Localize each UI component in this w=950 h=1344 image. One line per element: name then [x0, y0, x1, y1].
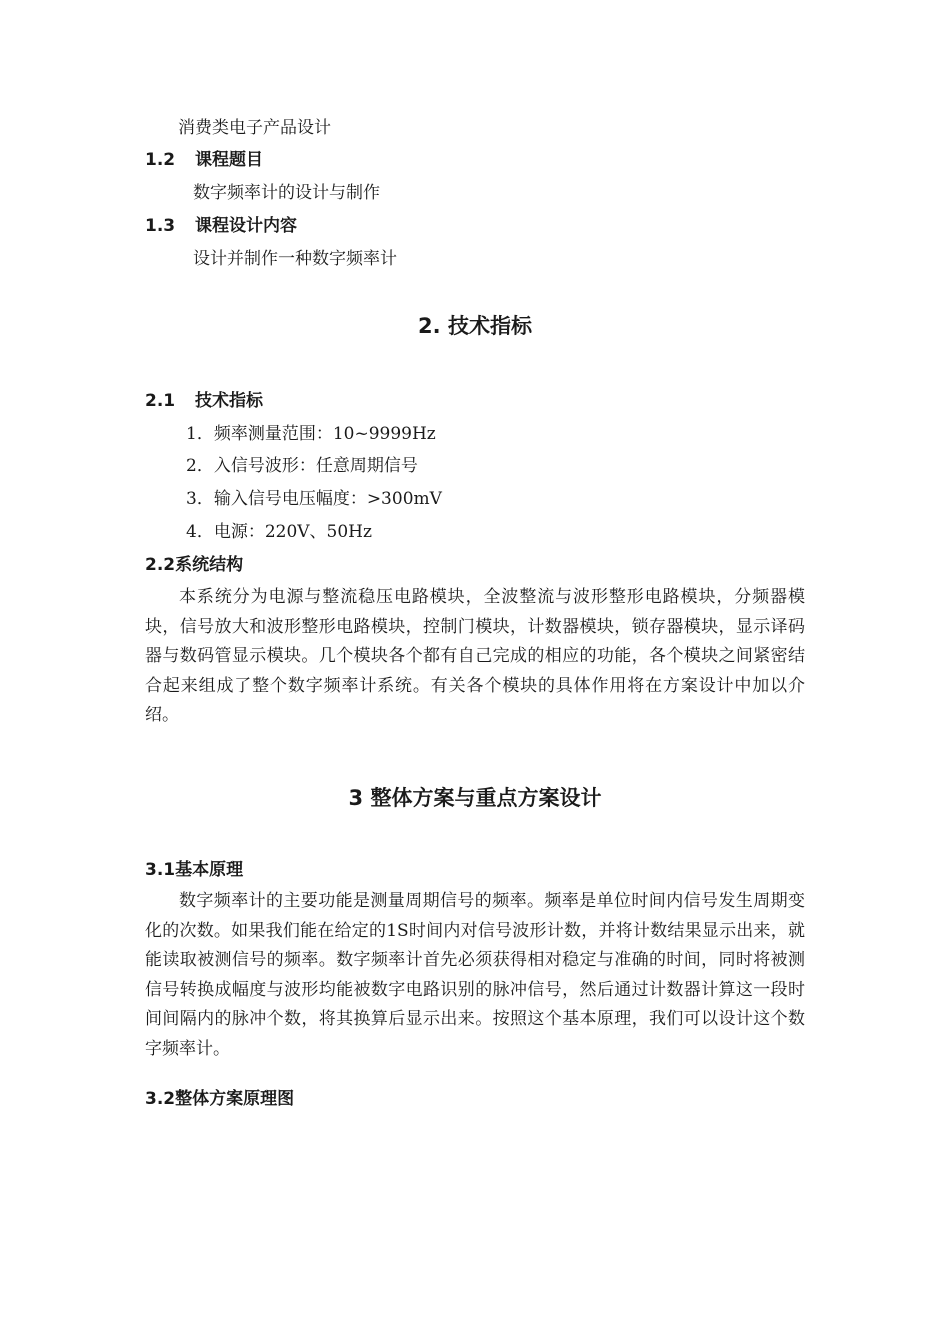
spec-item: 3．输入信号电压幅度：>300mV	[186, 489, 442, 509]
section-number: 1.2	[145, 150, 176, 170]
course-topic-text: 数字频率计的设计与制作	[193, 183, 380, 203]
section-number: 1.3	[145, 216, 176, 236]
section-title: 课程设计内容	[195, 216, 297, 236]
course-type-text: 消费类电子产品设计	[178, 118, 331, 138]
section-heading-3-1: 3.1基本原理	[145, 860, 244, 880]
section-heading-2-2: 2.2系统结构	[145, 555, 244, 575]
section-heading-1-3	[145, 215, 297, 237]
course-content-text: 设计并制作一种数字频率计	[193, 249, 397, 269]
chapter-heading-3: 3 整体方案与重点方案设计	[348, 786, 602, 810]
spec-item: 2．入信号波形：任意周期信号	[186, 456, 418, 476]
chapter-heading-2: 2. 技术指标	[418, 314, 532, 338]
section-heading-3-2: 3.2整体方案原理图	[145, 1089, 295, 1109]
section-title: 课程题目	[195, 150, 263, 170]
section-number: 2.1	[145, 391, 176, 411]
section-title: 技术指标	[195, 391, 263, 411]
paragraph-system-structure: 本系统分为电源与整流稳压电路模块，全波整流与波形整形电路模块，分频器模块，信号放大和波形整形电路模块，控制门模块，计数器模块，锁存器模块，显示译码器与数码管显示模块。几个模块各个都有自己完成的相应的功能，各个模块之间紧密结合起来组成了整个数字频率计系统。有关各个模块的具体作用将在方案设计中加以介绍。	[145, 587, 805, 725]
paragraph-basic-principle: 数字频率计的主要功能是测量周期信号的频率。频率是单位时间内信号发生周期变化的次数。如果我们能在给定的1S时间内对信号波形计数，并将计数结果显示出来，就能读取被测信号的频率。数字频率计首先必须获得相对稳定与准确的时间，同时将被测信号转换成幅度与波形均能被数字电路识别的脉冲信号，然后通过计数器计算这一段时间间隔内的脉冲个数，将其换算后显示出来。按照这个基本原理，我们可以设计这个数字频率计。	[145, 891, 805, 1059]
spec-item: 1．频率测量范围：10~9999Hz	[186, 424, 436, 444]
spec-item: 4．电源：220V、50Hz	[186, 522, 372, 542]
section-heading-1-2	[145, 149, 263, 171]
section-heading-2-1	[145, 390, 263, 412]
